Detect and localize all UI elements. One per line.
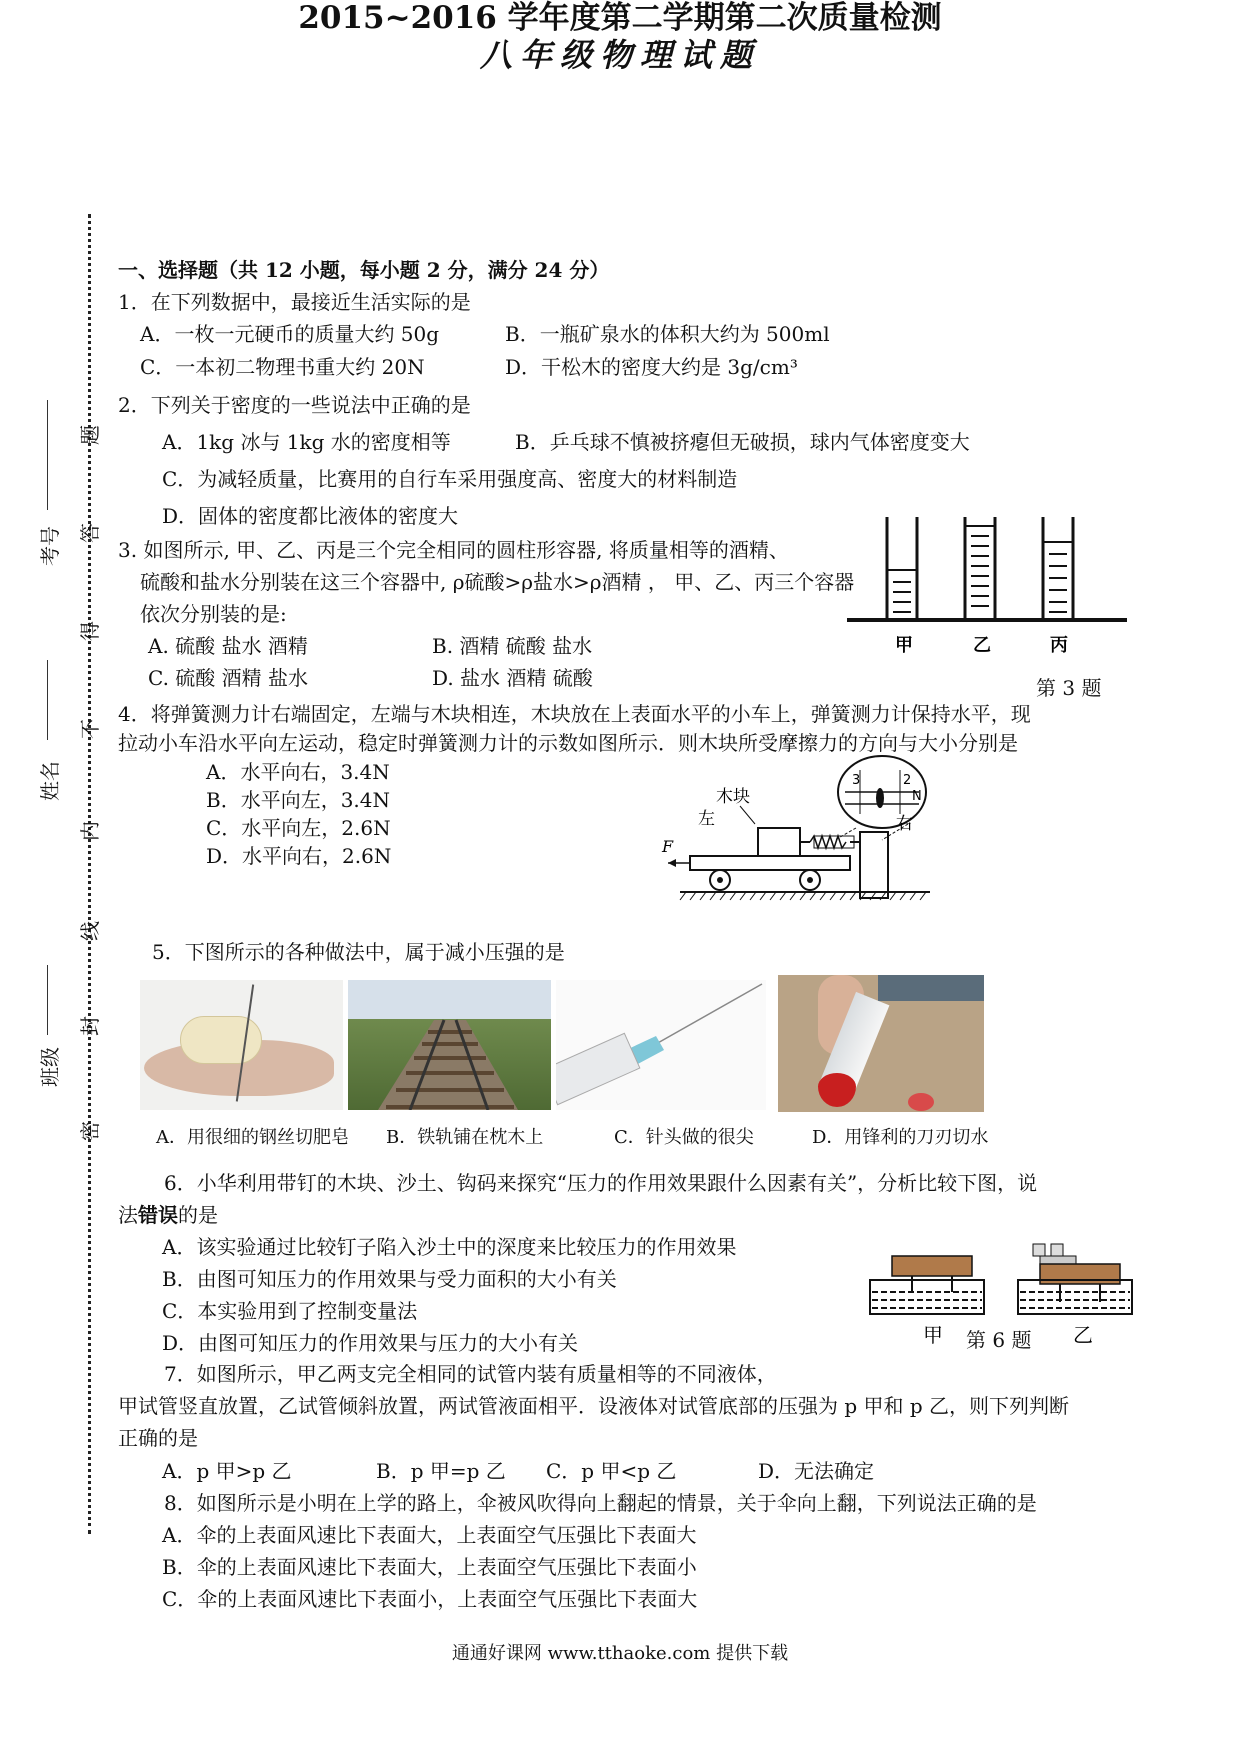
q2-stem: 2．下列关于密度的一些说法中正确的是 (118, 393, 471, 417)
seal-char: 题 (78, 425, 102, 445)
q6-option-b: B．由图可知压力的作用效果与受力面积的大小有关 (162, 1267, 617, 1291)
q3-option-c: C. 硫酸 酒精 盐水 (148, 666, 309, 690)
q8-option-c: C．伞的上表面风速比下表面小，上表面空气压强比下表面大 (162, 1587, 698, 1611)
q4-scale-label: 3 (852, 773, 861, 788)
q4-scale-label: 2 (903, 773, 912, 788)
seal-char: 密 (78, 1121, 102, 1141)
q5-stem: 5．下图所示的各种做法中，属于减小压强的是 (152, 940, 565, 964)
q7-option-d: D．无法确定 (758, 1459, 875, 1483)
q4-option-c: C．水平向左，2.6N (206, 816, 391, 840)
seal-char: 答 (78, 523, 102, 543)
q1-option-c: C．一本初二物理书重大约 20N (140, 355, 425, 379)
q6-figure-caption: 第 6 题 (966, 1328, 1032, 1352)
q5-photo-knife (778, 975, 984, 1112)
q3-figure-caption: 第 3 题 (1036, 676, 1102, 700)
exam-title: 2015~2016 学年度第二学期第二次质量检测 (298, 0, 942, 36)
q4-option-a: A．水平向右，3.4N (206, 760, 390, 784)
q2-option-d: D．固体的密度都比液体的密度大 (162, 504, 459, 528)
seal-char: 封 (78, 1016, 102, 1036)
q1-option-b: B．一瓶矿泉水的体积大约为 500ml (505, 322, 830, 346)
q5-photo-soap (140, 980, 343, 1110)
q5-caption-d: D．用锋利的刀刃切水 (812, 1127, 989, 1148)
q6-option-c: C．本实验用到了控制变量法 (162, 1299, 418, 1323)
q3-fig-label: 乙 (973, 635, 991, 656)
q2-option-b: B．乒乓球不慎被挤瘪但无破损，球内气体密度变大 (515, 430, 970, 454)
q7-stem-line3: 正确的是 (118, 1426, 198, 1450)
q7-stem-line2: 甲试管竖直放置，乙试管倾斜放置，两试管液面相平．设液体对试管底部的压强为 p 甲和 p 乙，则下列判断 (118, 1394, 1070, 1418)
q4-force-label: F (662, 837, 674, 856)
q3-containers-figure (845, 512, 1130, 662)
class-underline (47, 965, 48, 1035)
q4-cart-figure (660, 752, 960, 907)
q8-stem: 8．如图所示是小明在上学的路上，伞被风吹得向上翻起的情景，关于伞向上翻，下列说法正确的是 (164, 1491, 1037, 1515)
q4-right-label: 右 (896, 814, 913, 834)
q6-fig-label: 乙 (1073, 1323, 1093, 1347)
q7-option-c: C．p 甲<p 乙 (546, 1459, 677, 1483)
q4-left-label: 左 (698, 809, 715, 829)
seal-char: 不 (78, 719, 102, 739)
q5-caption-a: A．用很细的钢丝切肥皂 (156, 1127, 349, 1148)
id-underline (47, 400, 48, 510)
q6-option-d: D．由图可知压力的作用效果与压力的大小有关 (162, 1331, 579, 1355)
name-label: 姓名 (38, 761, 62, 801)
q7-stem-line1: 7．如图所示，甲乙两支完全相同的试管内装有质量相等的不同液体， (164, 1362, 777, 1386)
q2-option-a: A．1kg 冰与 1kg 水的密度相等 (162, 430, 451, 454)
q3-fig-label: 丙 (1050, 635, 1068, 656)
q4-stem-line1: 4．将弹簧测力计右端固定，左端与木块相连，木块放在上表面水平的小车上，弹簧测力计保持水平，现 (118, 702, 1031, 726)
q4-option-d: D．水平向右，2.6N (206, 844, 392, 868)
class-label: 班级 (38, 1047, 62, 1087)
q3-stem-line2: 硫酸和盐水分别装在这三个容器中, ρ硫酸>ρ盐水>ρ酒精 ， 甲、乙、丙三个容器 (140, 570, 855, 594)
q6-fig-label: 甲 (923, 1323, 943, 1347)
id-label: 考号 (38, 526, 62, 566)
q3-option-d: D. 盐水 酒精 硫酸 (432, 666, 593, 690)
q8-option-b: B．伞的上表面风速比下表面大，上表面空气压强比下表面小 (162, 1555, 697, 1579)
q5-caption-b: B．铁轨铺在枕木上 (386, 1127, 544, 1148)
q6-option-a: A．该实验通过比较钉子陷入沙土中的深度来比较压力的作用效果 (162, 1235, 737, 1259)
seal-char: 线 (78, 921, 102, 941)
q1-stem: 1．在下列数据中，最接近生活实际的是 (118, 290, 471, 314)
q8-option-a: A．伞的上表面风速比下表面大，上表面空气压强比下表面大 (162, 1523, 697, 1547)
q2-option-c: C．为减轻质量，比赛用的自行车采用强度高、密度大的材料制造 (162, 467, 738, 491)
q1-option-a: A．一枚一元硬币的质量大约 50g (140, 322, 440, 346)
q7-option-b: B．p 甲=p 乙 (376, 1459, 506, 1483)
q5-photo-syringe (556, 980, 766, 1110)
exam-subtitle: 八年级物理试题 (479, 36, 760, 74)
seal-char: 得 (78, 621, 102, 641)
q4-option-b: B．水平向左，3.4N (206, 788, 391, 812)
q5-caption-c: C．针头做的很尖 (614, 1127, 754, 1148)
q4-stem-line2: 拉动小车沿水平向左运动，稳定时弹簧测力计的示数如图所示．则木块所受摩擦力的方向与大小分别是 (118, 731, 1018, 755)
q3-stem-line1: 3. 如图所示, 甲、乙、丙是三个完全相同的圆柱形容器, 将质量相等的酒精、 (118, 538, 789, 562)
q7-option-a: A．p 甲>p 乙 (162, 1459, 292, 1483)
q6-stem-line1: 6．小华利用带钉的木块、沙土、钩码来探究“压力的作用效果跟什么因素有关”，分析比较下图，说 (164, 1171, 1038, 1195)
name-underline (47, 660, 48, 740)
q4-scale-unit: N (912, 789, 922, 804)
q1-option-d: D．干松木的密度大约是 3g/cm³ (505, 355, 798, 379)
footer-credit: 通通好课网 www.tthaoke.com 提供下载 (451, 1643, 789, 1664)
q3-option-a: A. 硫酸 盐水 酒精 (148, 634, 308, 658)
section-heading: 一、选择题（共 12 小题，每小题 2 分，满分 24 分） (118, 258, 610, 282)
seal-dotted-line (88, 214, 91, 1534)
seal-char: 内 (78, 821, 102, 841)
q3-option-b: B. 酒精 硫酸 盐水 (432, 634, 593, 658)
q6-stem-line2: 法错误的是 (118, 1203, 218, 1227)
q5-photo-railway (348, 980, 551, 1110)
q4-block-label: 木块 (716, 787, 750, 807)
q3-fig-label: 甲 (895, 635, 913, 656)
q3-stem-line3: 依次分别装的是: (140, 602, 287, 626)
